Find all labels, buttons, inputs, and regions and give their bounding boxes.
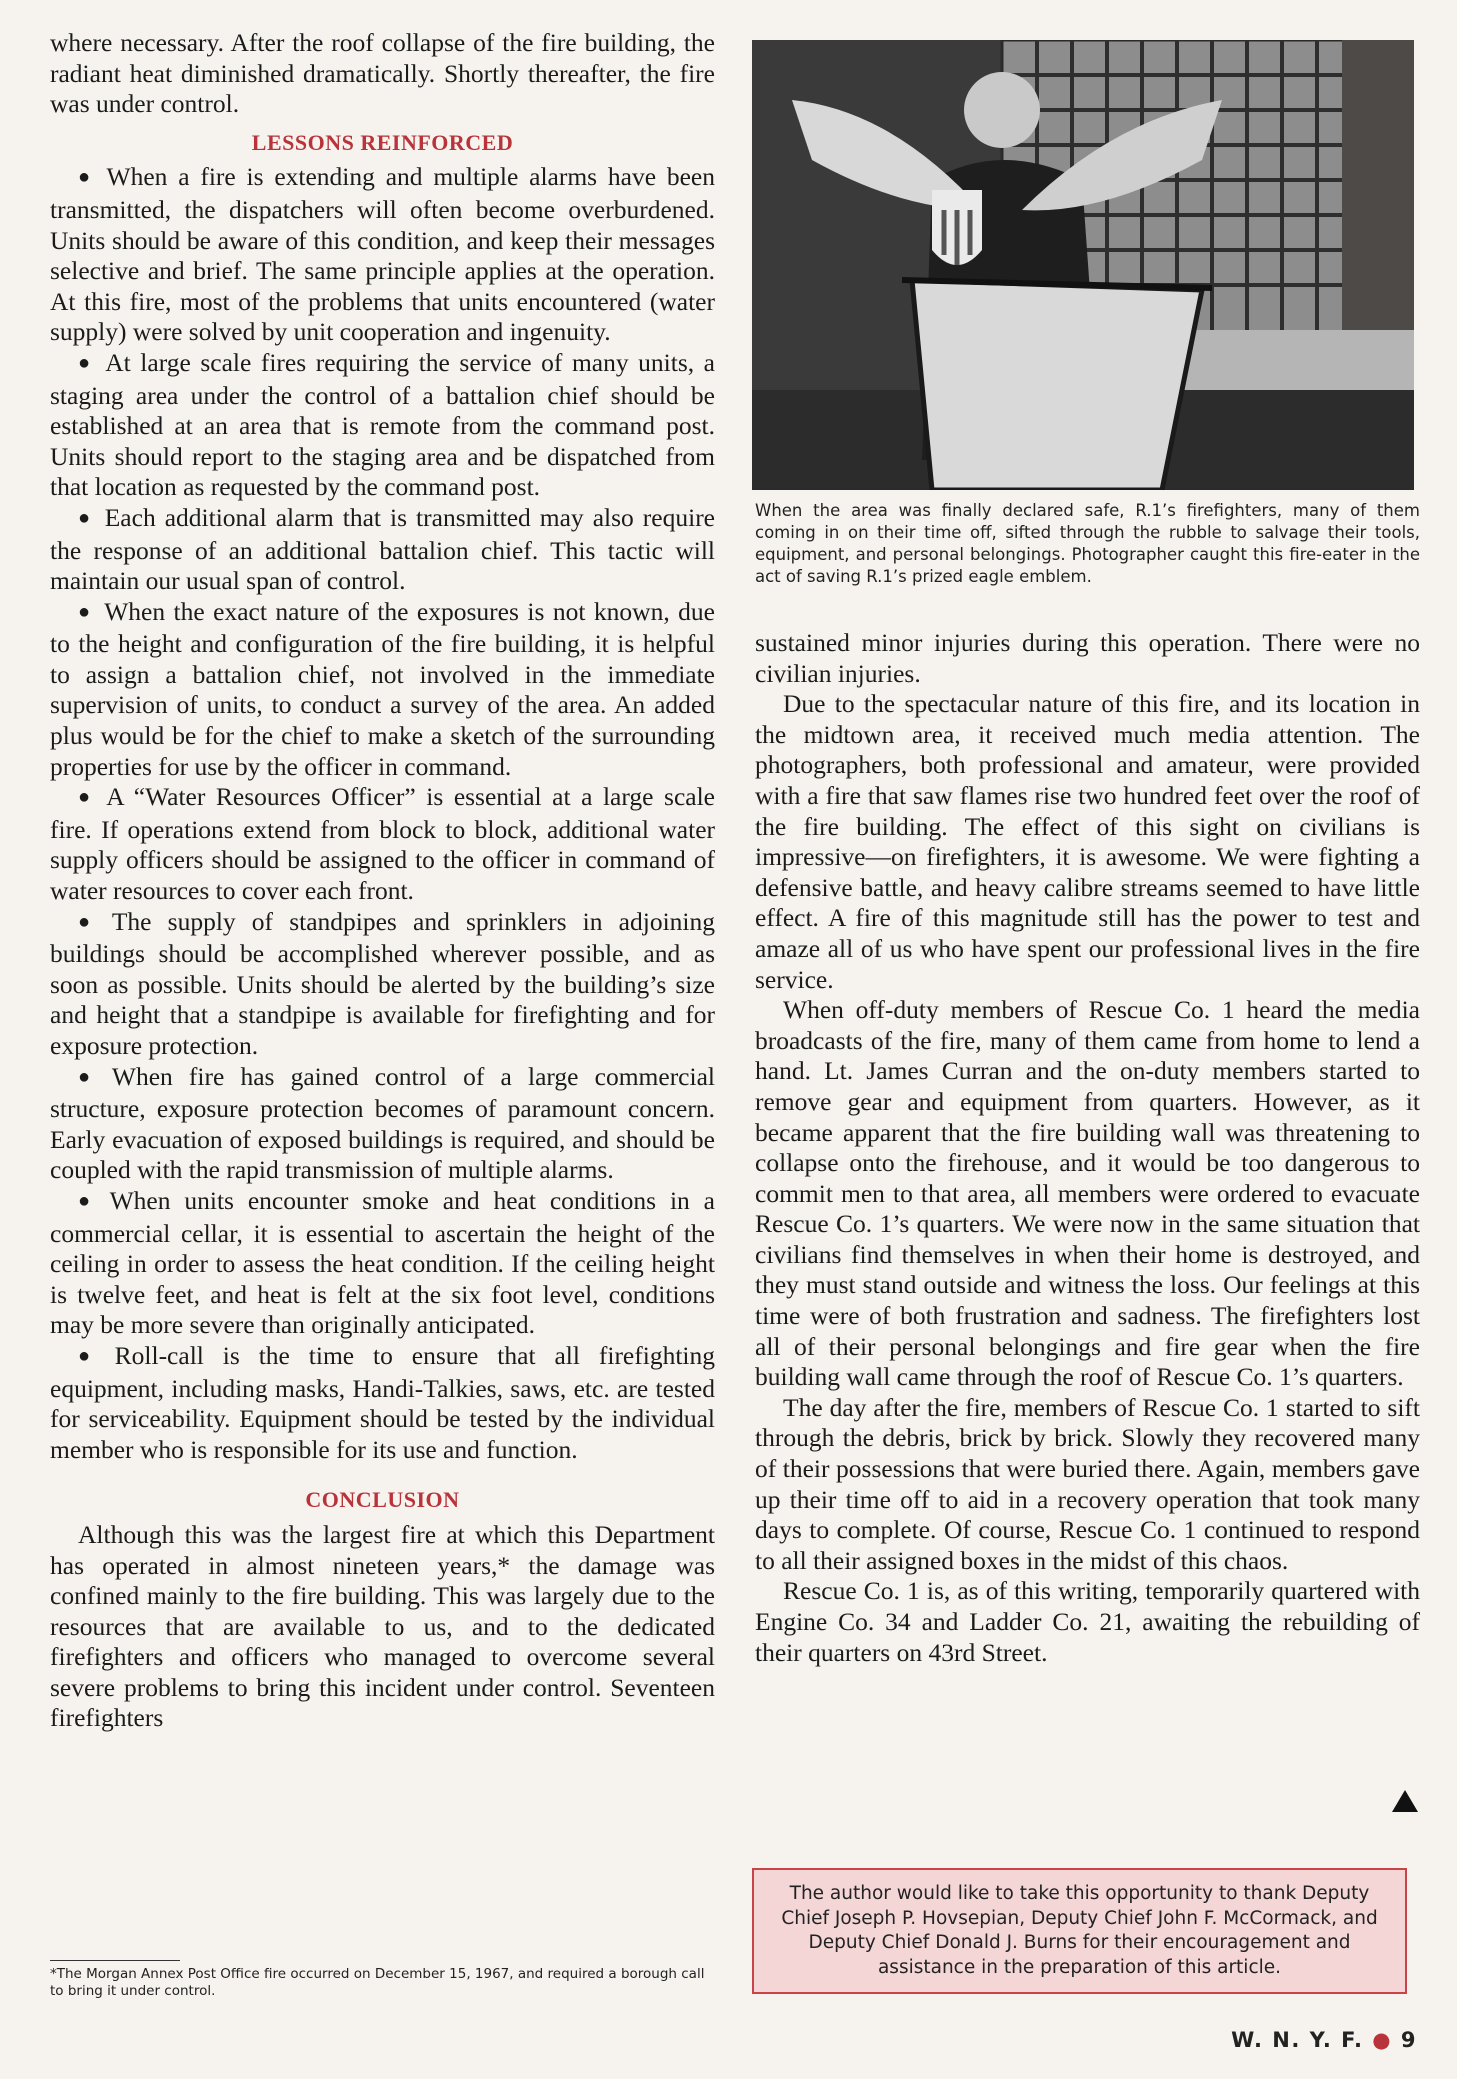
lesson-item: ● When the exact nature of the exposures is not known, due to the height and configuration of the fire building, it is helpful to assign a battalion chief, not involved in the immediate supervision of units, to conduct a survey of the area. An added plus would be for the chief to make a sketch of the surrounding properties for use by the officer in command.	[50, 597, 715, 783]
lesson-item: ● Each additional alarm that is transmitted may also require the response of an additional battalion chief. This tactic will maintain our usual span of control.	[50, 503, 715, 597]
conclusion-paragraph: Although this was the largest fire at which this Department has operated in almost nineteen years,* the damage was confined mainly to the fire building. This was largely due to the resources that are available to us, and to the dedicated firefighters and officers who managed to overcome several severe problems to bring this incident under control. Seventeen firefighters	[50, 1519, 715, 1733]
folio-bullet: ●	[1372, 2028, 1401, 2052]
left-column	[50, 28, 715, 1734]
opening-paragraph: where necessary. After the roof collapse of the fire building, the radiant heat diminished dramatically. Shortly thereafter, the fire was under control.	[50, 28, 715, 119]
acknowledgement-box: The author would like to take this opportunity to thank Deputy Chief Joseph P. Hovsepian, Deputy Chief John F. McCormack, and Deputy Chief Donald J. Burns for their encouragement and assistance in the preparation of this article.	[752, 1868, 1407, 1994]
lesson-item: ● A “Water Resources Officer” is essential at a large scale fire. If operations extend from block to block, additional water supply officers should be assigned to the officer in command of water resources to cover each front.	[50, 782, 715, 906]
body-paragraph: Rescue Co. 1 is, as of this writing, temporarily quartered with Engine Co. 34 and Ladder Co. 21, awaiting the rebuilding of their quarters on 43rd Street.	[755, 1576, 1420, 1667]
body-paragraph: When off-duty members of Rescue Co. 1 heard the media broadcasts of the fire, many of them came from home to lend a hand. Lt. James Curran and the on-duty members started to remove gear and equipment from quarters. However, as it became apparent that the fire building wall was threatening to collapse onto the firehouse, and it would be too dangerous to commit men to that area, all members were ordered to evacuate Rescue Co. 1’s quarters. We were now in the same situation that civilians find themselves in when their home is destroyed, and they must stand outside and witness the loss. Our feelings at this time were of both frustration and sadness. The firefighters lost all of their personal belongings and fire gear when the fire building wall came through the roof of Rescue Co. 1’s quarters.	[755, 995, 1420, 1392]
page-number: 9	[1400, 2028, 1417, 2052]
footnote-divider	[50, 1960, 180, 1961]
lesson-item: ● When a fire is extending and multiple alarms have been transmitted, the dispatchers will often become overburdened. Units should be aware of this condition, and keep their messages selective and brief. The same principle applies at the operation. At this fire, most of the problems that units encountered (water supply) were solved by unit cooperation and ingenuity.	[50, 162, 715, 348]
body-paragraph: The day after the fire, members of Rescue Co. 1 started to sift through the debris, brick by brick. Slowly they recovered many of their possessions that were buried there. Again, members gave up their time off to aid in a recovery operation that took many days to complete. Of course, Rescue Co. 1 continued to respond to all their assigned boxes in the midst of this chaos.	[755, 1392, 1420, 1575]
lesson-item: ● The supply of standpipes and sprinklers in adjoining buildings should be accomplished wherever possible, and as soon as possible. Units should be alerted by the building’s size and height that a standpipe is available for firefighting and for exposure protection.	[50, 907, 715, 1062]
lessons-heading: LESSONS REINFORCED	[251, 129, 514, 155]
right-column	[755, 628, 1420, 1668]
conclusion-heading: CONCLUSION	[305, 1487, 460, 1513]
lesson-item: ● When units encounter smoke and heat conditions in a commercial cellar, it is essential to ascertain the height of the ceiling in order to assess the heat condition. If the ceiling height is twelve feet, and heat is felt at the six foot level, conditions may be more severe than originally anticipated.	[50, 1186, 715, 1341]
eagle-emblem-photo	[752, 40, 1414, 490]
lesson-item: ● At large scale fires requiring the service of many units, a staging area under the control of a battalion chief should be established at an area that is remote from the command post. Units should report to the staging area and be dispatched from that location as requested by the command post.	[50, 348, 715, 503]
lesson-item: ● Roll-call is the time to ensure that all firefighting equipment, including masks, Handi-Talkies, saws, etc. are tested for serviceability. Equipment should be tested by the individual member who is responsible for its use and function.	[50, 1341, 715, 1465]
photo-caption: When the area was finally declared safe, R.1’s firefighters, many of them coming in on their time off, sifted through the rubble to salvage their tools, equipment, and personal belongings. Photographer caught this fire-eater in the act of saving R.1’s prized eagle emblem.	[755, 501, 1420, 586]
lesson-item: ● When fire has gained control of a large commercial structure, exposure protection becomes of paramount concern. Early evacuation of exposed buildings is required, and should be coupled with the rapid transmission of multiple alarms.	[50, 1062, 715, 1186]
body-paragraph: Due to the spectacular nature of this fire, and its location in the midtown area, it received much media attention. The photographers, both professional and amateur, were provided with a fire that saw flames rise two hundred feet over the roof of the fire building. The effect of this sight on civilians is impressive—on firefighters, it is awesome. We were fighting a defensive battle, and heavy calibre streams seemed to have little effect. A fire of this magnitude still has the power to test and amaze all of us who have spent our professional lives in the fire service.	[755, 689, 1420, 994]
publication-name: W. N. Y. F.	[1231, 2028, 1364, 2052]
photo-illustration	[752, 40, 1414, 490]
body-paragraph: sustained minor injuries during this operation. There were no civilian injuries.	[755, 628, 1420, 688]
triangle-end-icon	[1392, 1790, 1418, 1812]
footnote: *The Morgan Annex Post Office fire occurred on December 15, 1967, and required a borough call to bring it under control.	[50, 1966, 705, 1999]
page-folio	[1231, 2028, 1417, 2052]
